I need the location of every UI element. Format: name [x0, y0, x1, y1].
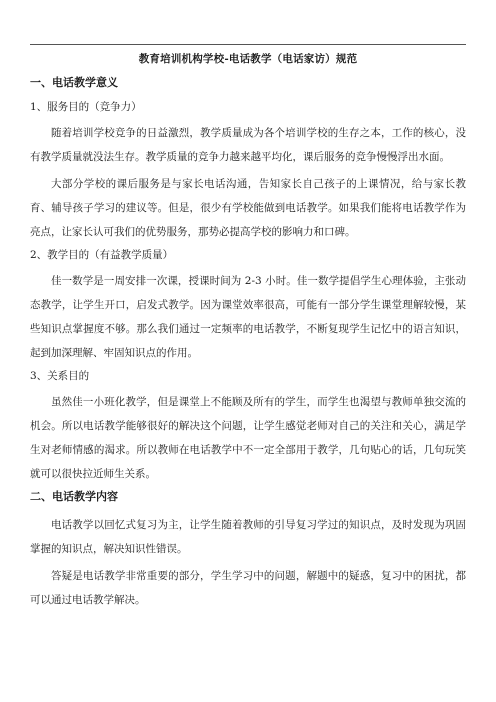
body-paragraph: 大部分学校的课后服务是与家长电话沟通，告知家长自己孩子的上课情况，给与家长教育、辅导孩子学习的建议等。但是，很少有学校能做到电话教学。如果我们能将电话教学作为亮点，让家长认可我们的优势服务，那势必提高学校的影响力和口碑。 — [30, 178, 466, 238]
document-title: 教育培训机构学校-电话教学（电话家访）规范 — [138, 53, 358, 65]
section-heading: 二、电话教学内容 — [30, 490, 118, 503]
body-paragraph: 答疑是电话教学非常重要的部分，学生学习中的问题，解题中的疑惑，复习中的困扰，都可以通过电话教学解决。 — [30, 570, 466, 606]
subsection-heading: 1、服务目的（竞争力） — [30, 101, 142, 113]
body-paragraph: 电话教学以回忆式复习为主，让学生随着教师的引导复习学过的知识点，及时发现为巩固掌握的知识点，解决知识性错误。 — [30, 519, 466, 555]
subsection-heading: 2、教学目的（有益教学质量） — [30, 249, 174, 261]
body-paragraph: 佳一数学是一周安排一次课，授课时间为 2-3 小时。佳一数学提倡学生心理体验，主张动态教学，让学生开口，启发式教学。因为课堂效率很高，可能有一部分学生课堂理解较慢，某些知识点掌握度不够。那么我们通过一定频率的电话教学，不断复现学生记忆中的语言知识，起到加深理解、牢固知识点的作用。 — [30, 275, 466, 359]
document-body — [30, 75, 466, 615]
section-heading: 一、电话教学意义 — [30, 76, 118, 89]
body-paragraph: 虽然佳一小班化教学，但是课堂上不能顾及所有的学生，而学生也渴望与教师单独交流的机会。所以电话教学能够很好的解决这个问题，让学生感觉老师对自己的关注和关心，满足学生对老师情感的渴求。所以教师在电话教学中不一定全部用于教学，几句贴心的话，几句玩笑就可以很快拉近师生关系。 — [30, 396, 466, 480]
body-paragraph: 随着培训学校竞争的日益激烈，教学质量成为各个培训学校的生存之本，工作的核心，没有教学质量就没法生存。教学质量的竞争力越来越平均化，课后服务的竞争慢慢浮出水面。 — [30, 127, 466, 163]
subsection-heading: 3、关系目的 — [30, 370, 90, 382]
header-rule — [30, 44, 466, 45]
